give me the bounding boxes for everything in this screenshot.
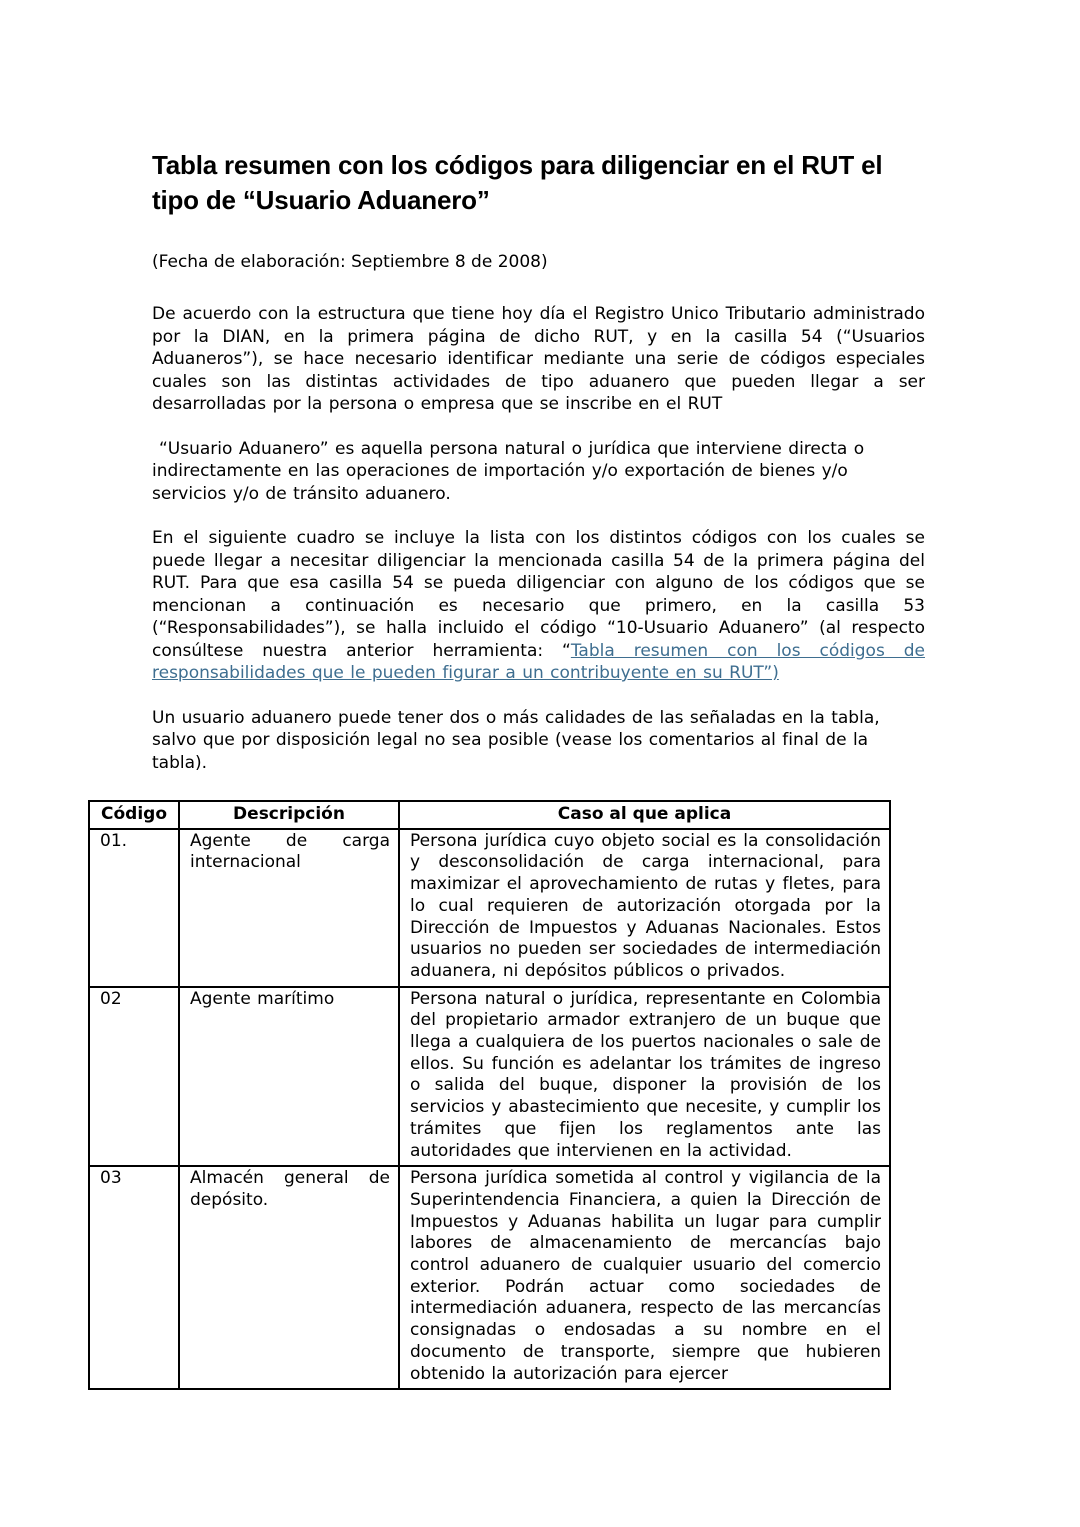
table-row <box>89 1166 890 1389</box>
cell-descripcion: Almacén general de depósito. <box>179 1166 399 1389</box>
intro-paragraph-3-text: En el siguiente cuadro se incluye la lista con los distintos códigos con los cuales se puede llegar a necesitar diligenciar la mencionada casilla 54 de la primera página del RUT. Para que esa casilla 54 se pueda diligenciar con alguno de los códigos que se mencionan a continuación es necesario que primero, en la casilla 53 (“Responsabilidades”), se halla incluido el código “10-Usuario Aduanero” (al respecto consúltese nuestra anterior herramienta: “ <box>152 528 925 661</box>
cell-codigo: 02 <box>89 987 179 1167</box>
page-title: Tabla resumen con los códigos para diligenciar en el RUT el tipo de “Usuario Aduanero” <box>152 150 883 215</box>
cell-caso: Persona jurídica cuyo objeto social es la consolidación y desconsolidación de carga internacional, para maximizar el aprovechamiento de rutas y fletes, para lo cual requieren de autorización otorgada por la Dirección de Impuestos y Aduanas Nacionales. Estos usuarios no pueden ser sociedades de intermediación aduanera, ni depósitos públicos o privados. <box>399 829 890 987</box>
date-line: (Fecha de elaboración: Septiembre 8 de 2008) <box>152 252 548 272</box>
related-tool-link[interactable]: Tabla resumen con los códigos de responsabilidades que le pueden figurar a un contribuyente en su RUT”) <box>152 640 925 683</box>
cell-descripcion: Agente marítimo <box>179 987 399 1167</box>
table-header-row <box>89 801 890 829</box>
intro-paragraph-4: Un usuario aduanero puede tener dos o más calidades de las señaladas en la tabla, salvo que por disposición legal no sea posible (vease los comentarios al final de la tabla). <box>152 707 880 773</box>
table-row <box>89 829 890 987</box>
cell-descripcion: Agente de carga internacional <box>179 829 399 987</box>
table-header-caso: Caso al que aplica <box>399 801 890 829</box>
intro-paragraph-1: De acuerdo con la estructura que tiene hoy día el Registro Unico Tributario administrado por la DIAN, en la primera página de dicho RUT, y en la casilla 54 (“Usuarios Aduaneros”), se hace necesario identificar mediante una serie de códigos especiales cuales son las distintas actividades de tipo aduanero que pueden llegar a ser desarrolladas por la persona o empresa que se inscribe en el RUT <box>152 304 925 414</box>
table-header-descripcion: Descripción <box>179 801 399 829</box>
table-row <box>89 987 890 1167</box>
cell-codigo: 01. <box>89 829 179 987</box>
table-header-codigo: Código <box>89 801 179 829</box>
intro-paragraph-3 <box>152 527 925 685</box>
cell-caso: Persona jurídica sometida al control y vigilancia de la Superintendencia Financiera, a quien la Dirección de Impuestos y Aduanas habilita un lugar para cumplir labores de almacenamiento de mercancías bajo control aduanero de cualquier usuario del comercio exterior. Podrán actuar como sociedades de intermediación aduanera, respecto de las mercancías consignadas o endosadas a su nombre en el documento de transporte, siempre que hubieren obtenido la autorización para ejercer <box>399 1166 890 1389</box>
cell-caso: Persona natural o jurídica, representante en Colombia del propietario armador extranjero de un buque que llega a cualquiera de los puertos nacionales o sale de ellos. Su función es adelantar los trámites de ingreso o salida del buque, disponer la provisión de los servicios y abastecimiento que necesite, y cumplir los trámites que fijen los reglamentos ante las autoridades que intervienen en la actividad. <box>399 987 890 1167</box>
codes-table <box>88 800 891 1390</box>
cell-codigo: 03 <box>89 1166 179 1389</box>
intro-paragraph-2: “Usuario Aduanero” es aquella persona natural o jurídica que interviene directa o indirectamente en las operaciones de importación y/o exportación de bienes y/o servicios y/o de tránsito aduanero. <box>152 438 865 504</box>
